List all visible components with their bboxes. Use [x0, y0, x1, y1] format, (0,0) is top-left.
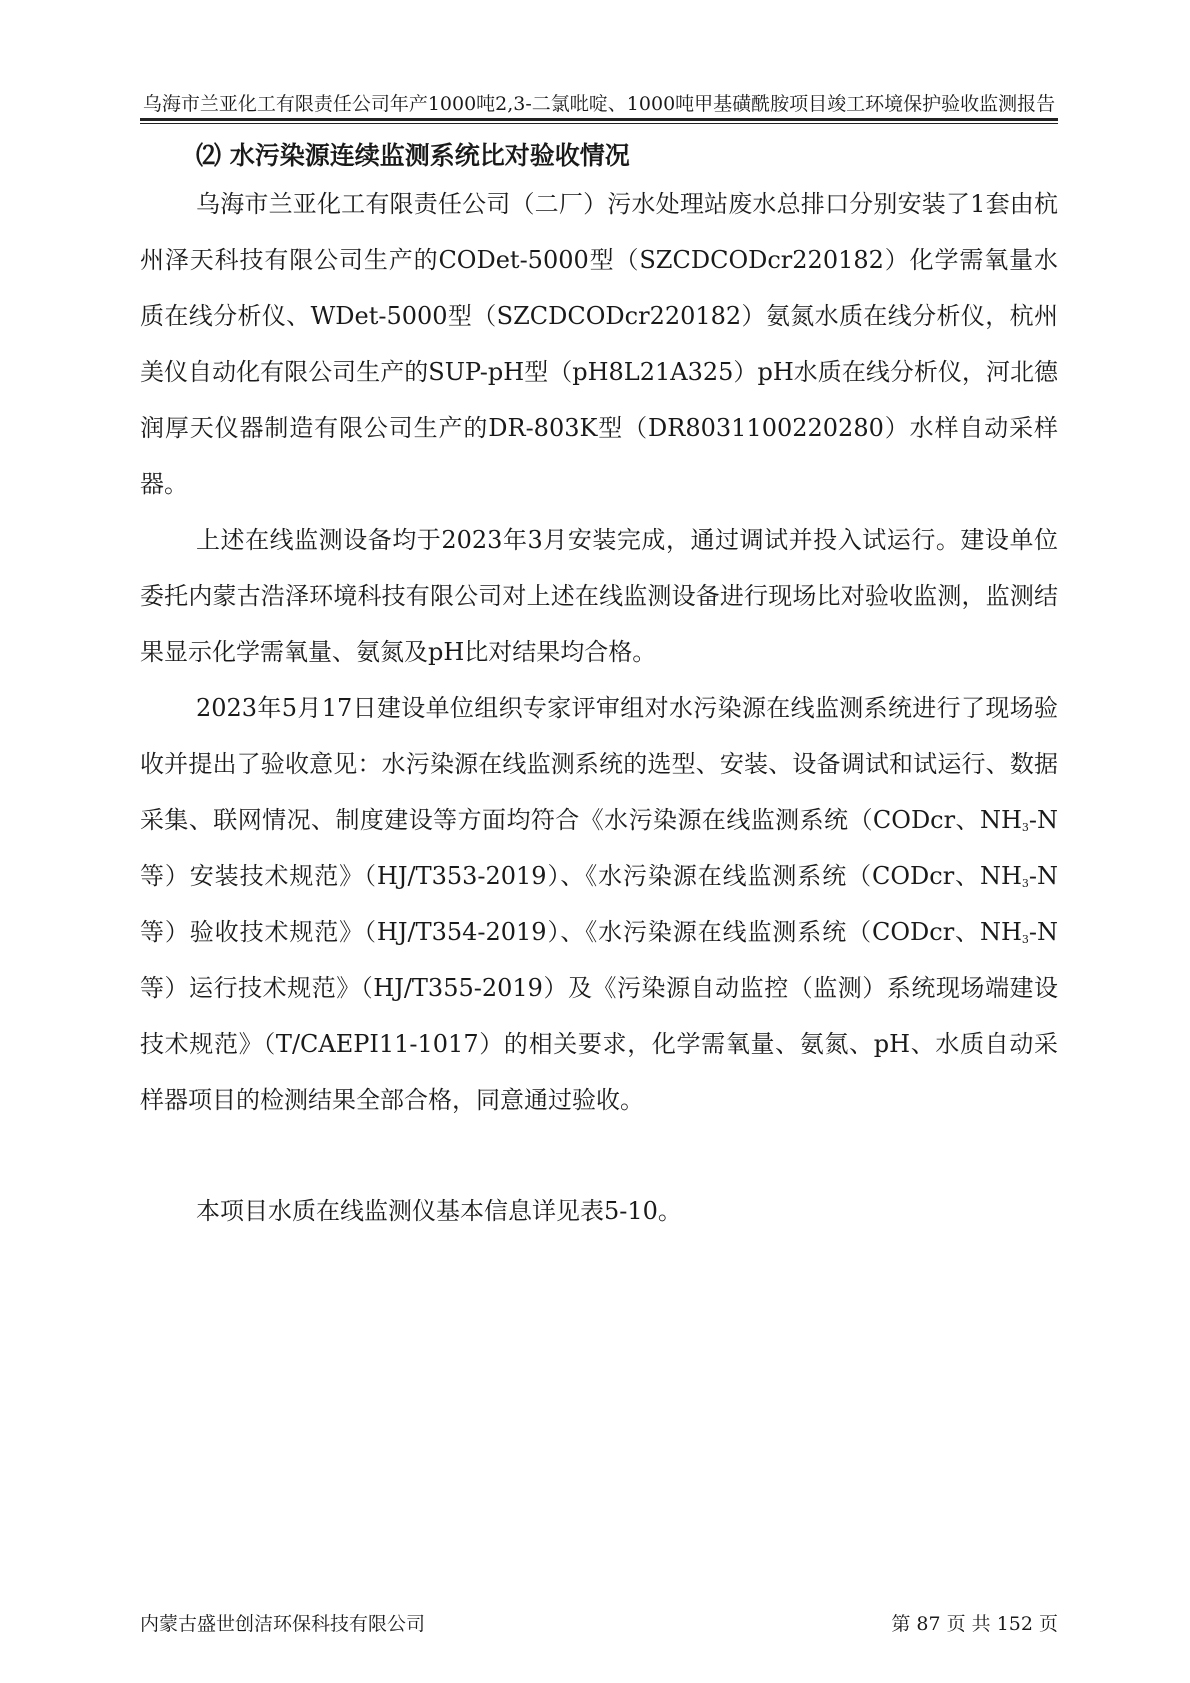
- header-divider-thin: [140, 123, 1058, 124]
- paragraph-text-segment: -N等）验收技术规范》（HJ/T354-2019）、《水污染源在线监测系统（CODcr、NH: [140, 862, 1058, 946]
- paragraph-text-segment: -N等）安装技术规范》（HJ/T353-2019）、《水污染源在线监测系统（CODcr、NH: [140, 806, 1058, 890]
- paragraph-table-reference: 本项目水质在线监测仪基本信息详见表5-10。: [196, 1197, 682, 1225]
- paragraph-acceptance-review: [140, 680, 1058, 1128]
- subscript-3: 3: [1021, 821, 1029, 834]
- footer-page-number: 第 87 页 共 152 页: [891, 1613, 1058, 1635]
- paragraph-installation-status: 上述在线监测设备均于2023年3月安装完成，通过调试并投入试运行。建设单位委托内蒙古浩泽环境科技有限公司对上述在线监测设备进行现场比对验收监测，监测结果显示化学需氧量、氨氮及pH比对结果均合格。: [140, 526, 1058, 666]
- footer-company-name: 内蒙古盛世创洁环保科技有限公司: [140, 1613, 426, 1635]
- paragraph-text-segment: 2023年5月17日建设单位组织专家评审组对水污染源在线监测系统进行了现场验收并提出了验收意见：水污染源在线监测系统的选型、安装、设备调试和试运行、数据采集、联网情况、制度建设等方面均符合《水污染源在线监测系统（CODcr、NH: [140, 694, 1058, 834]
- header-divider: [140, 118, 1058, 121]
- page-header-title: 乌海市兰亚化工有限责任公司年产1000吨2,3-二氯吡啶、1000吨甲基磺酰胺项目竣工环境保护验收监测报告: [142, 93, 1056, 115]
- subscript-3: 3: [1021, 933, 1029, 946]
- section-heading: ⑵ 水污染源连续监测系统比对验收情况: [196, 141, 630, 170]
- paragraph-text-segment: -N等）运行技术规范》（HJ/T355-2019）及《污染源自动监控（监测）系统现场端建设技术规范》（T/CAEPI11-1017）的相关要求，化学需氧量、氨氮、pH、水质自动采样器项目的检测结果全部合格，同意通过验收。: [140, 918, 1058, 1114]
- subscript-3: 3: [1021, 877, 1029, 890]
- paragraph-monitoring-equipment: 乌海市兰亚化工有限责任公司（二厂）污水处理站废水总排口分别安装了1套由杭州泽天科技有限公司生产的CODet-5000型（SZCDCODcr220182）化学需氧量水质在线分析仪、WDet-5000型（SZCDCODcr220182）氨氮水质在线分析仪，杭州美仪自动化有限公司生产的SUP-pH型（pH8L21A325）pH水质在线分析仪，河北德润厚天仪器制造有限公司生产的DR-803K型（DR8031100220280）水样自动采样器。: [140, 190, 1058, 498]
